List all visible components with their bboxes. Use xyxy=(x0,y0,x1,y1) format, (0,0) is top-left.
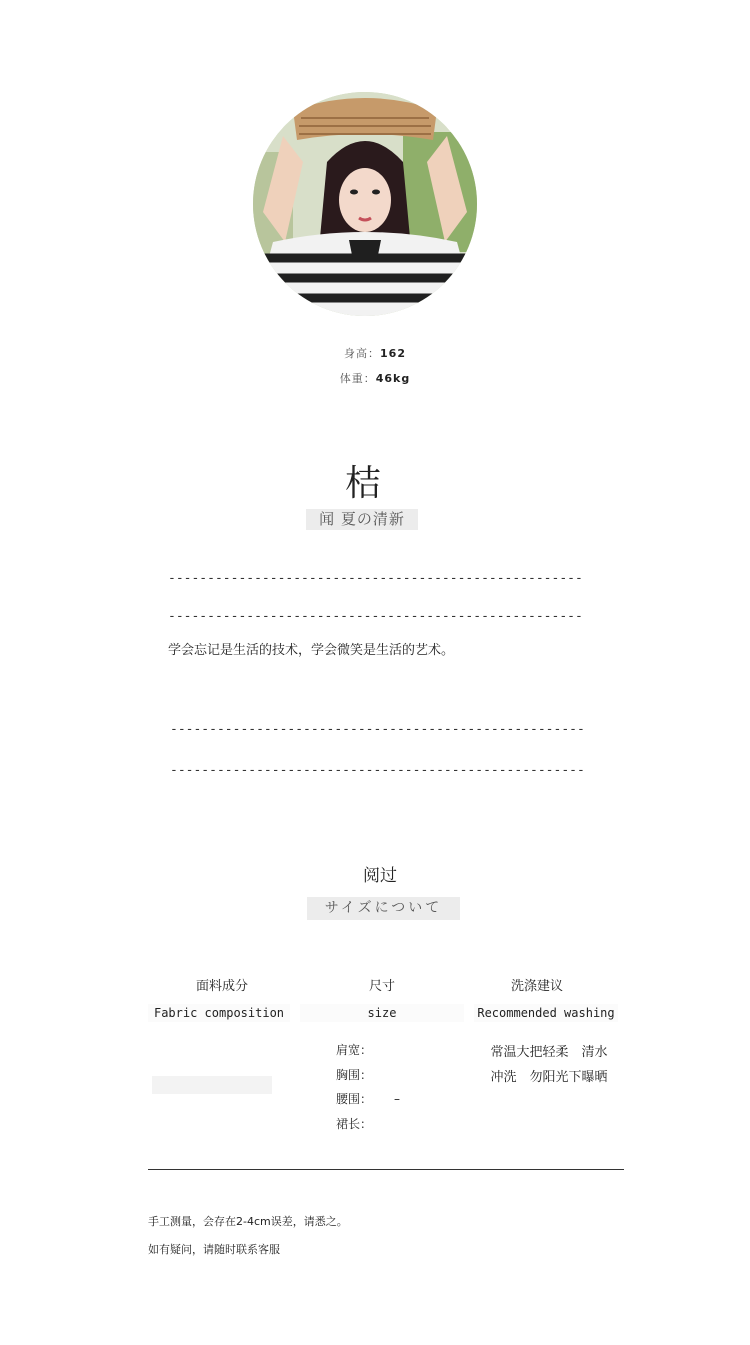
size-row-shoulder: 肩宽： xyxy=(336,1043,373,1057)
model-photo-illustration xyxy=(253,92,477,316)
washing-instructions xyxy=(474,1040,624,1090)
height-label: 身高： xyxy=(344,347,381,360)
weight-label: 体重： xyxy=(339,372,376,385)
hero-character: 桔 xyxy=(344,463,381,504)
washing-title: 洗涤建议 xyxy=(510,979,563,994)
fabric-subtitle: Fabric composition xyxy=(148,1004,290,1022)
model-photo xyxy=(253,92,477,316)
height-value: 162 xyxy=(380,347,406,360)
size-row-waist: 腰围： – xyxy=(336,1092,401,1106)
weight-value: 46kg xyxy=(375,372,411,385)
divider-line-2: ----------------------------------------------------- xyxy=(168,609,583,624)
washing-line-2: 冲洗 勿阳光下曝晒 xyxy=(490,1070,608,1085)
size-subtitle: size xyxy=(300,1004,464,1022)
size-row-skirt-length: 裙长： xyxy=(336,1116,373,1131)
size-title: 尺寸 xyxy=(368,979,395,994)
measure-note: 手工测量，会存在2-4cm误差，请悉之。 xyxy=(148,1215,348,1228)
fabric-title: 面料成分 xyxy=(195,979,248,994)
washing-line-1: 常温大把轻柔 清水 xyxy=(490,1045,608,1060)
size-section-tagline: サイズについて xyxy=(307,897,460,920)
size-row-chest: 胸围： xyxy=(336,1067,373,1082)
height-stat xyxy=(0,345,750,361)
fabric-placeholder-bar xyxy=(152,1076,272,1094)
quote-text: 学会忘记是生活的技术，学会微笑是生活的艺术。 xyxy=(168,643,455,658)
weight-stat xyxy=(0,370,750,386)
footer-rule xyxy=(148,1169,624,1170)
divider-line-4: ----------------------------------------------------- xyxy=(170,763,585,778)
contact-note: 如有疑问，请随时联系客服 xyxy=(148,1243,280,1256)
divider-line-3: ----------------------------------------------------- xyxy=(170,722,585,737)
washing-subtitle: Recommended washing xyxy=(474,1004,618,1022)
size-list xyxy=(336,1038,400,1136)
hero-tagline: 闻 夏の清新 xyxy=(306,509,418,530)
size-section-title: 阅过 xyxy=(363,866,397,886)
divider-line-1: ----------------------------------------------------- xyxy=(168,571,583,586)
